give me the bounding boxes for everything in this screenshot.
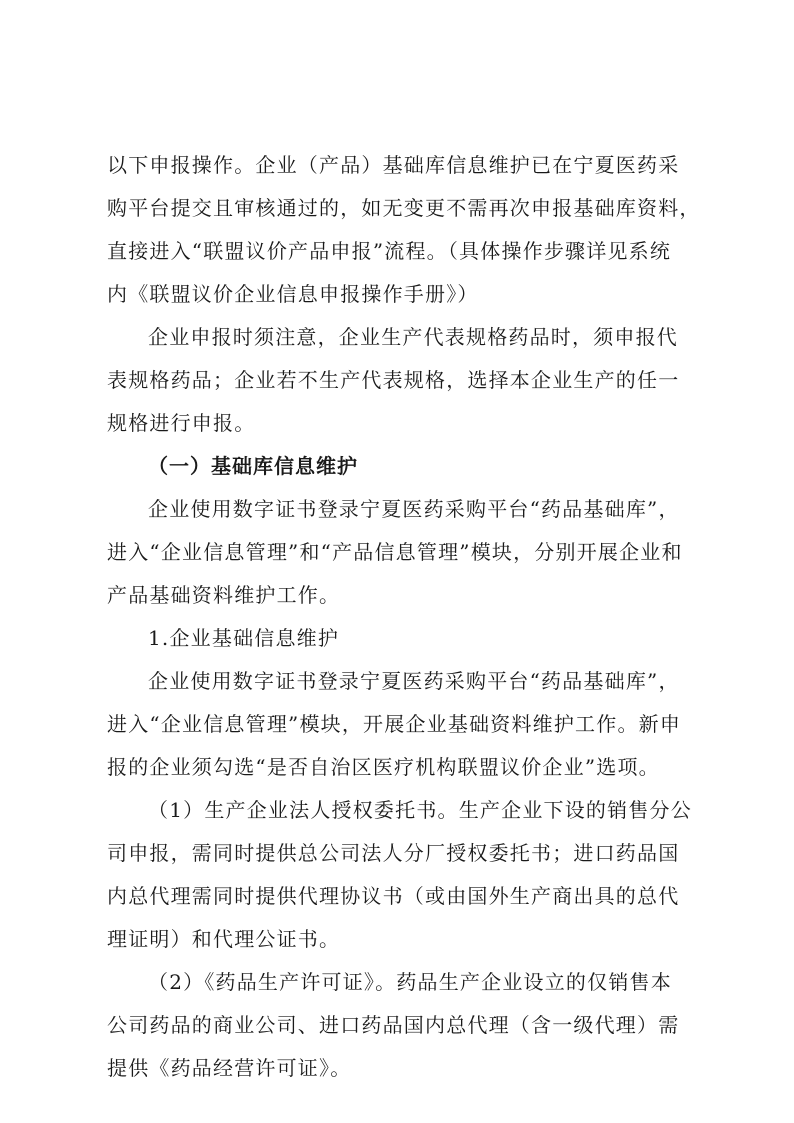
paragraph-line: 报的企业须勾选“是否自治区医疗机构联盟议价企业”选项。 — [107, 755, 660, 779]
paragraph-line: 直接进入“联盟议价产品申报”流程。（具体操作步骤详见系统 — [107, 239, 672, 263]
paragraph-line: 企业使用数字证书登录宁夏医药采购平台“药品基础库”， — [148, 669, 680, 693]
paragraph-line: 企业申报时须注意，企业生产代表规格药品时，须申报代 — [148, 325, 678, 349]
paragraph-line: （2）《药品生产许可证》。药品生产企业设立的仅销售本 — [148, 970, 672, 994]
paragraph-line: 司申报，需同时提供总公司法人分厂授权委托书；进口药品国 — [107, 841, 680, 865]
paragraph-line: 理证明）和代理公证书。 — [107, 927, 341, 951]
paragraph-line: 规格进行申报。 — [107, 411, 256, 435]
paragraph-line: 表规格药品；企业若不生产代表规格，选择本企业生产的任一 — [107, 368, 680, 392]
paragraph-line: 企业使用数字证书登录宁夏医药采购平台“药品基础库”， — [148, 497, 680, 521]
paragraph-line: 进入“企业信息管理”和“产品信息管理”模块，分别开展企业和 — [107, 540, 683, 564]
paragraph-line: 公司药品的商业公司、进口药品国内总代理（含一级代理）需 — [107, 1013, 680, 1037]
paragraph-line: 以下申报操作。企业（产品）基础库信息维护已在宁夏医药采 — [107, 153, 680, 177]
paragraph-line: 提供《药品经营许可证》。 — [107, 1056, 352, 1080]
subsection-heading: 1.企业基础信息维护 — [148, 626, 340, 650]
paragraph-line: 产品基础资料维护工作。 — [107, 583, 341, 607]
paragraph-line: 内《联盟议价企业信息申报操作手册》） — [107, 282, 479, 306]
paragraph-line: 进入“企业信息管理”模块，开展企业基础资料维护工作。新申 — [107, 712, 682, 736]
section-heading: （一）基础库信息维护 — [148, 454, 358, 478]
paragraph-line: 内总代理需同时提供代理协议书（或由国外生产商出具的总代 — [107, 884, 680, 908]
paragraph-line: （1）生产企业法人授权委托书。生产企业下设的销售分公 — [148, 798, 692, 822]
paragraph-line: 购平台提交且审核通过的，如无变更不需再次申报基础库资料， — [107, 196, 701, 220]
